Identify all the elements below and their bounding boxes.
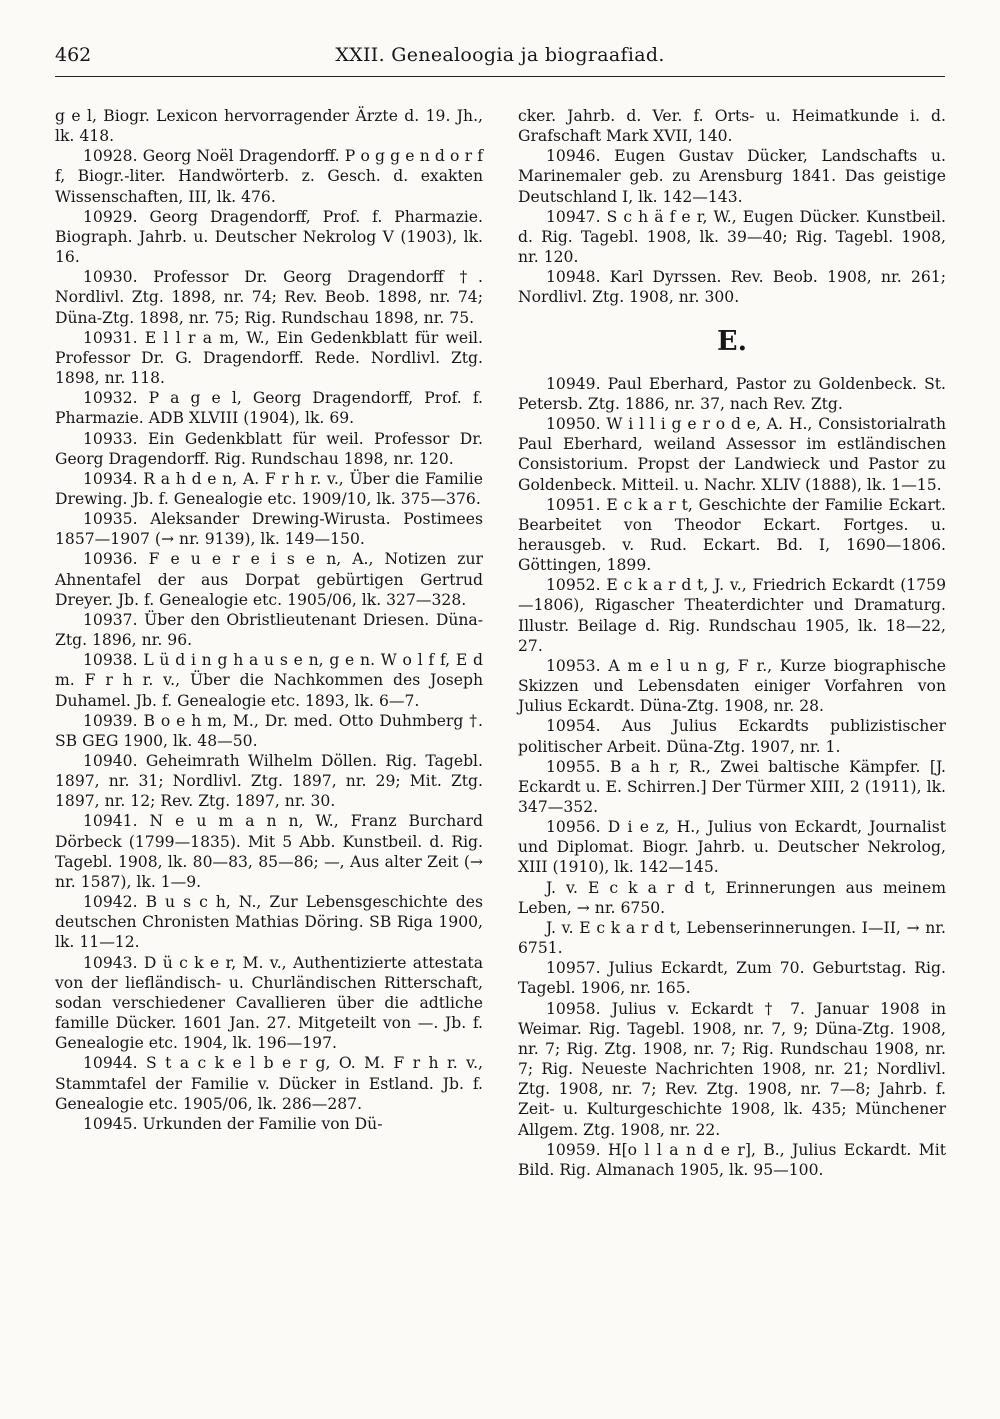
right-column-entries-after <box>518 374 946 1180</box>
bibliography-entry: 10951. E c k a r t, Geschichte der Familie Eckart. Bearbeitet von Theodor Eckart. Fortges. u. herausgeb. v. Rud. Eckart. Bd. I, 1690—1806. Göttingen, 1899. <box>518 495 946 575</box>
bibliography-entry: 10956. D i e z, H., Julius von Eckardt, Journalist und Diplomat. Biogr. Jahrb. u. Deutscher Nekrolog, XIII (1910), lk. 142—145. <box>518 818 946 877</box>
bibliography-entry: J. v. E c k a r d t, Lebenserinnerungen. I—II, → nr. 6751. <box>518 918 946 958</box>
bibliography-entry: 10933. Ein Gedenkblatt für weil. Professor Dr. Georg Dragendorff. Rig. Rundschau 1898, nr. 120. <box>55 429 483 468</box>
bibliography-entry: 10940. Geheimrath Wilhelm Döllen. Rig. Tagebl. 1897, nr. 31; Nordlivl. Ztg. 1897, nr. 29; Mit. Ztg. 1897, nr. 12; Rev. Ztg. 1897, nr. 30. <box>55 752 483 811</box>
bibliography-entry: 10939. B o e h m, M., Dr. med. Otto Duhmberg †. SB GEG 1900, lk. 48—50. <box>55 711 483 750</box>
bibliography-entry: 10957. Julius Eckardt, Zum 70. Geburtstag. Rig. Tagebl. 1906, nr. 165. <box>518 959 946 998</box>
bibliography-entry: 10945. Urkunden der Familie von Dü- <box>83 1114 383 1133</box>
bibliography-entry: g e l, Biogr. Lexicon hervorragender Ärzte d. 19. Jh., lk. 418. <box>55 107 483 146</box>
bibliography-entry: 10958. Julius v. Eckardt † 7. Januar 1908 in Weimar. Rig. Tagebl. 1908, nr. 7, 9; Düna-Ztg. 1908, nr. 7; Rig. Ztg. 1908, nr. 7; Rig. Rundschau 1908, nr. 7; Rig. Neueste Nachrichten 1908, nr. 21; Nordlivl. Ztg. 1908, nr. 7; Rev. Ztg. 1908, nr. 7—8; Jahrb. f. Zeit- u. Kulturgeschichte 1908, lk. 435; Münchener Allgem. Ztg. 1908, nr. 22. <box>518 999 946 1139</box>
bibliography-entry: 10947. S c h ä f e r, W., Eugen Dücker. Kunstbeil. d. Rig. Tagebl. 1908, lk. 39—40; Rig. Tagebl. 1908, nr. 120. <box>518 207 946 267</box>
bibliography-entry: 10932. P a g e l, Georg Dragendorff, Prof. f. Pharmazie. ADB XLVIII (1904), lk. 69. <box>55 389 483 428</box>
running-title: XXII. Genealoogia ja biograafiad. <box>335 44 665 66</box>
bibliography-entry: 10941. N e u m a n n, W., Franz Burchard Dörbeck (1799—1835). Mit 5 Abb. Kunstbeil. d. Rig. Tagebl. 1908, lk. 80—83, 85—86; —, Aus alter Zeit (→ nr. 1587), lk. 1—9. <box>55 812 483 891</box>
bibliography-entry: 10928. Georg Noël Dragendorff. P o g g e n d o r f f, Biogr.-liter. Handwörterb. z. Gesch. d. exakten Wissenschaften, III, lk. 476. <box>55 147 483 206</box>
bibliography-entry: 10946. Eugen Gustav Dücker, Landschafts u. Marinemaler geb. zu Arensburg 1841. Das geistige Deutschland I, lk. 142—143. <box>518 147 946 206</box>
bibliography-entry: 10938. L ü d i n g h a u s e n, g e n. W o l f f, E d m. F r h r. v., Über die Nachkommen des Joseph Duhamel. Jb. f. Genealogie etc. 1893, lk. 6—7. <box>55 651 483 710</box>
bibliography-entry: 10952. E c k a r d t, J. v., Friedrich Eckardt (1759—1806), Rigascher Theaterdichter und Dramaturg. Illustr. Beilage d. Rig. Rundschau 1905, lk. 18—22, 27. <box>518 576 946 655</box>
bibliography-entry: 10937. Über den Obristlieutenant Driesen. Düna-Ztg. 1896, nr. 96. <box>55 610 483 650</box>
bibliography-entry: 10953. A m e l u n g, F r., Kurze biographische Skizzen und Lebensdaten einiger Vorfahren von Julius Eckardt. Düna-Ztg. 1908, nr. 28. <box>518 656 946 716</box>
section-letter: E. <box>717 325 747 357</box>
bibliography-entry: 10936. F e u e r e i s e n, A., Notizen zur Ahnentafel der aus Dorpat gebürtigen Gertrud Dreyer. Jb. f. Genealogie etc. 1905/06, lk. 327—328. <box>55 550 483 609</box>
bibliography-entry: 10929. Georg Dragendorff, Prof. f. Pharmazie. Biograph. Jahrb. u. Deutscher Nekrolog V (1903), lk. 16. <box>55 207 483 267</box>
bibliography-entry: 10954. Aus Julius Eckardts publizistischer politischer Arbeit. Düna-Ztg. 1907, nr. 1. <box>518 717 946 756</box>
bibliography-entry: cker. Jahrb. d. Ver. f. Orts- u. Heimatkunde i. d. Grafschaft Mark XVII, 140. <box>518 107 946 146</box>
bibliography-entry: 10950. W i l l i g e r o d e, A. H., Consistorialrath Paul Eberhard, weiland Assessor im estländischen Consistorium. Propst der Landwieck und Pastor zu Goldenbeck. Mitteil. u. Nachr. XLIV (1888), lk. 1—15. <box>518 415 946 494</box>
bibliography-entry: 10955. B a h r, R., Zwei baltische Kämpfer. [J. Eckardt u. E. Schirren.] Der Türmer XIII, 2 (1911), lk. 347—352. <box>518 757 946 816</box>
bibliography-entry: 10943. D ü c k e r, M. v., Authentizierte attestata von der liefländisch- u. Churländischen Ritterschaft, sodan verschiedener Cavallieren über die adtliche famille Dücker. 1601 Jan. 27. Mitgeteilt von —. Jb. f. Genealogie etc. 1904, lk. 196—197. <box>55 953 483 1053</box>
bibliography-entry: 10949. Paul Eberhard, Pastor zu Goldenbeck. St. Petersb. Ztg. 1886, nr. 37, nach Rev. Ztg. <box>518 374 946 413</box>
text-columns <box>55 106 945 1406</box>
bibliography-entry: 10930. Professor Dr. Georg Dragendorff †. Nordlivl. Ztg. 1898, nr. 74; Rev. Beob. 1898, nr. 74; Düna-Ztg. 1898, nr. 75; Rig. Rundschau 1898, nr. 75. <box>55 268 483 327</box>
page-header <box>55 40 945 77</box>
bibliography-entry: J. v. E c k a r d t, Erinnerungen aus meinem Leben, → nr. 6750. <box>518 878 946 917</box>
bibliography-entry: 10931. E l l r a m, W., Ein Gedenkblatt für weil. Professor Dr. G. Dragendorff. Rede. Nordlivl. Ztg. 1898, nr. 118. <box>55 328 483 388</box>
left-column <box>55 106 483 1134</box>
right-column-entries-before <box>518 106 946 308</box>
page-number: 462 <box>55 44 92 66</box>
bibliography-entry: 10934. R a h d e n, A. F r h r. v., Über die Familie Drewing. Jb. f. Genealogie etc. 1909/10, lk. 375—376. <box>55 469 483 508</box>
bibliography-entry: 10935. Aleksander Drewing-Wirusta. Postimees 1857—1907 (→ nr. 9139), lk. 149—150. <box>55 510 483 549</box>
bibliography-entry: 10948. Karl Dyrssen. Rev. Beob. 1908, nr. 261; Nordlivl. Ztg. 1908, nr. 300. <box>518 268 946 307</box>
bibliography-entry: 10959. H[o l l a n d e r], B., Julius Eckardt. Mit Bild. Rig. Almanach 1905, lk. 95—100. <box>518 1140 946 1179</box>
right-column <box>518 106 946 1180</box>
bibliography-entry: 10944. S t a c k e l b e r g, O. M. F r h r. v., Stammtafel der Familie v. Dücker in Estland. Jb. f. Genealogie etc. 1905/06, lk. 286—287. <box>55 1054 483 1113</box>
bibliography-entry: 10942. B u s c h, N., Zur Lebensgeschichte des deutschen Chronisten Mathias Döring. SB Riga 1900, lk. 11—12. <box>55 893 483 952</box>
